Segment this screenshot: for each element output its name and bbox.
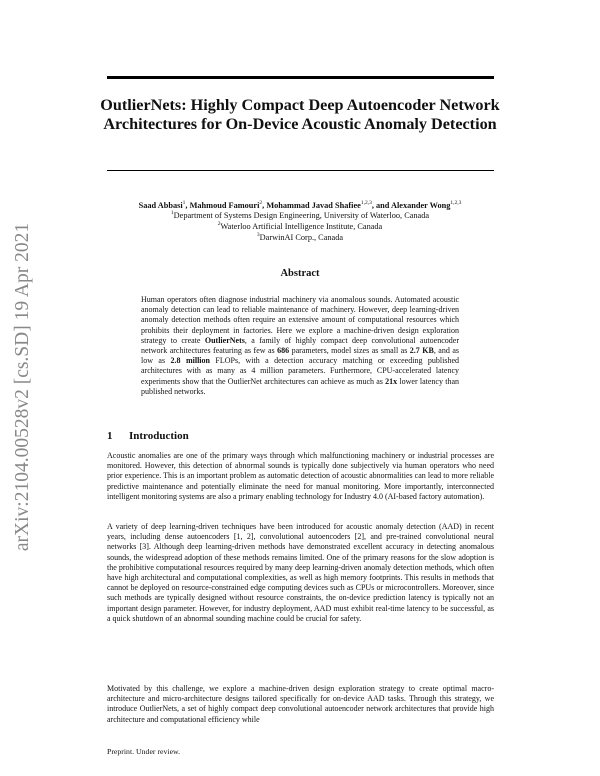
paper-title: OutlierNets: Highly Compact Deep Autoencoder Network Architectures for On-Device Acoustic Anomaly Detection: [100, 96, 500, 133]
author-affil-mark: 1,2,3: [360, 200, 372, 206]
affiliation-mark: 3: [256, 232, 260, 238]
author-affil-mark: 1: [182, 200, 186, 206]
affiliation-mark: 2: [217, 221, 221, 227]
abstract-body: [141, 295, 459, 397]
abstract-text: parameters, model sizes as small as: [289, 346, 410, 356]
author-affil-mark: 1,2,3: [450, 200, 462, 206]
affiliation-text: DarwinAI Corp., Canada: [259, 232, 344, 242]
affiliation-text: Waterloo Artificial Intelligence Institute, Canada: [220, 221, 383, 231]
affiliation: [100, 230, 500, 243]
author-name: Saad Abbasi: [138, 200, 183, 210]
abstract-bold: 2.8 million: [170, 356, 210, 366]
title-rule-top: [107, 76, 494, 79]
abstract-text: Human operators often diagnose industrial machinery via anomalous sounds. Automated acoustic anomaly detection can lead to reliable maintenance of machinery. However, deep learning-driven anomaly detection methods often require an extensive amount of computational resources which prohibits their deployment in factories. Here we explore a machine-driven design exploration strategy to create: [141, 295, 459, 345]
body-paragraph: Acoustic anomalies are one of the primary ways through which malfunctioning machinery or industrial processes are monitored. However, this detection of abnormal sounds is typically done subjectively via human operators who need prior experience. This is an important problem as automatic detection of acoustic abnormalities can lead to more reliable predictive maintenance and potentially eliminate the need for manual monitoring. More importantly, interconnected intelligent monitoring systems are also a primary enabling technology for Industry 4.0 (AI-based factory automation).: [107, 451, 494, 501]
title-rule-bottom: [107, 170, 494, 171]
abstract-bold: 21x: [385, 376, 398, 386]
author-separator: ,: [262, 200, 267, 210]
abstract-text: FLOPs, with a detection accuracy matching or exceeding published architectures with as many as 4 million parameters. Furthermore, CPU-accelerated latency experiments show that the OutlierNet architectures can achieve as much as: [141, 356, 459, 386]
abstract-bold: 2.7 KB: [409, 346, 434, 356]
abstract-text: , and as low as: [141, 346, 459, 366]
affiliation-mark: 1: [170, 210, 174, 216]
page-footer: Preprint. Under review.: [107, 747, 181, 756]
body-paragraph: A variety of deep learning-driven techniques have been introduced for acoustic anomaly detection (AAD) in recent years, including dense autoencoders [1, 2], convolutional autoencoders [2], and pre-trained convolutional neural networks [3]. Although deep learning-driven methods have demonstrated excellent accuracy in detecting anomalous sounds, the widespread adoption of these methods remains limited. One of the primary reasons for the slow adoption is the prohibitive computational resources required by many deep learning-driven anomaly detection methods, which often have high architectural and computational complexities, as well as high memory footprints. This results in methods that cannot be deployed on resource-constrained edge computing devices such as CPUs or microcontrollers. Moreover, since such methods are typically designed without resource constraints, the on-device prediction latency is typically not an important design parameter. However, for industry deployment, AAD must exhibit real-time latency to be successful, as a quick shutdown of an abnormal sounding machine could be crucial for safety.: [107, 522, 494, 623]
body-paragraph: Motivated by this challenge, we explore a machine-driven design exploration strategy to create optimal macro-architecture and micro-architecture designs tailored specifically for on-device AAD tasks. Through this strategy, we introduce OutlierNets, a set of highly compact deep convolutional autoencoder network architectures that provide high architecture and computational efficiency while: [107, 684, 494, 724]
abstract-text: , a family of highly compact deep convolutional autoencoder network architectures featuring as few as: [141, 335, 459, 356]
abstract-heading: Abstract: [280, 268, 320, 279]
arxiv-sidebar-stamp: [8, 212, 38, 562]
abstract-text: lower latency than published networks.: [141, 376, 459, 396]
author-separator: ,: [185, 200, 190, 210]
author-affil-mark: 2: [259, 200, 263, 206]
author-separator: , and: [371, 200, 391, 210]
abstract-bold: OutlierNets: [204, 335, 245, 345]
author-name: Alexander Wong: [390, 200, 451, 210]
author-name: Mohammad Javad Shafiee: [266, 200, 361, 210]
section-title: Introduction: [129, 430, 189, 442]
abstract-bold: 686: [277, 346, 290, 356]
affiliation-text: Department of Systems Design Engineering, University of Waterloo, Canada: [173, 210, 430, 220]
section-heading: [107, 430, 189, 442]
arxiv-id: arXiv:2104.00528v2 [cs.SD] 19 Apr 2021: [12, 222, 33, 552]
section-number: 1: [107, 430, 113, 442]
author-name: Mahmoud Famouri: [189, 200, 260, 210]
